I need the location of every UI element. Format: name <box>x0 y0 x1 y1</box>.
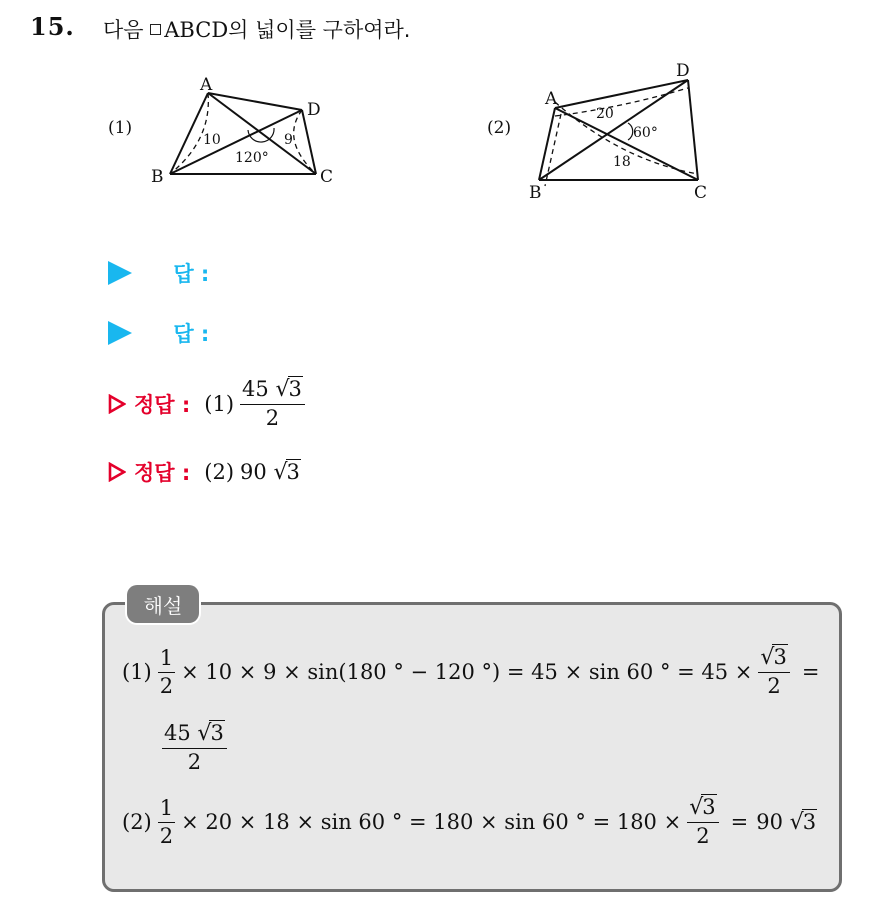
fig2-angle-60: 60° <box>633 125 658 141</box>
answer-label-1: 답 : <box>173 262 210 286</box>
fig1-measure-9: 9 <box>284 132 293 148</box>
solution-part-1: (1) <box>122 660 152 685</box>
outline-triangle-icon <box>108 394 126 414</box>
play-triangle-icon <box>108 321 132 345</box>
question-shape: ABCD <box>164 18 229 42</box>
fig2-vertex-c: C <box>694 183 708 203</box>
solution-result-2: 90 √3 <box>756 809 817 835</box>
solution-sqrt-frac-1: $\frac{√3}{2}$ <box>758 646 789 698</box>
correct-answer-label-2: 정답 : <box>134 461 191 485</box>
solution-sqrt-frac-2: $\frac{√3}{2}$ <box>687 796 718 848</box>
solution-result-1 <box>160 722 229 774</box>
fig2-side-ab <box>539 108 555 180</box>
solution-result-radicand-2: 3 <box>802 809 817 834</box>
correct-answer-fraction-1: $\frac{45 √3}{2}$ <box>240 378 305 430</box>
correct-answer-part-1: (1) <box>204 392 235 417</box>
answer-label-2: 답 : <box>173 322 210 346</box>
correct-answer-row-1 <box>108 378 307 430</box>
solution-expr-2: × 20 × 18 × sin 60 ° = 180 × sin 60 ° = 180 × <box>181 810 682 835</box>
solution-sqrt-radicand-2: 3 <box>702 795 716 819</box>
solution-result-coef-2: 90 <box>756 809 783 834</box>
correct-answer-denominator-1: 2 <box>265 406 280 431</box>
fig2-side-cd <box>688 80 698 180</box>
fig1-vertex-c: C <box>320 167 334 187</box>
correct-answer-row-2 <box>108 457 301 487</box>
question-text <box>103 14 411 44</box>
solution-half-den-2: 2 <box>159 823 174 848</box>
solution-sqrt-den-1: 2 <box>767 674 781 699</box>
fig1-side-da <box>208 93 302 110</box>
solution-result-radicand-1: 3 <box>210 721 224 745</box>
solution-half-den-1: 2 <box>159 673 174 698</box>
correct-answer-coefficient-2: 90 <box>240 459 267 484</box>
correct-answer-label-1: 정답 : <box>134 393 191 418</box>
fig2-vertex-a: A <box>545 89 558 109</box>
figure-2-label: (2) <box>487 118 512 138</box>
solution-result-num-1: 45 <box>164 721 191 745</box>
solution-equals-1: = <box>801 660 820 685</box>
solution-result-frac-1: $\frac{45 √3}{2}$ <box>162 722 227 774</box>
solution-half-1 <box>158 647 175 698</box>
solution-half-num-2: 1 <box>158 797 175 823</box>
solution-expr-1: × 10 × 9 × sin(180 ° − 120 °) = 45 × sin 60 ° = 45 × <box>181 660 753 685</box>
solution-equals-2: = <box>730 810 749 835</box>
solution-half-2 <box>158 797 175 848</box>
correct-answer-value-2: 90 √3 <box>240 459 300 485</box>
fig1-vertex-d: D <box>307 100 321 120</box>
figure-1-label: (1) <box>108 118 133 138</box>
fig2-measure-18: 18 <box>613 154 631 170</box>
outline-triangle-icon <box>108 462 126 482</box>
figure-2-diagram <box>520 56 730 206</box>
fig2-vertex-d: D <box>676 61 690 81</box>
solution-line-1 <box>122 646 819 698</box>
correct-answer-part-2: (2) <box>204 460 235 484</box>
solution-tag: 해설 <box>127 585 199 623</box>
answer-row-2 <box>108 318 209 348</box>
fig1-angle-120: 120° <box>235 150 269 166</box>
answer-row-1 <box>108 258 209 288</box>
solution-sqrt-den-2: 2 <box>696 824 710 849</box>
figure-1-diagram <box>140 70 360 200</box>
play-triangle-icon <box>108 261 132 285</box>
fig1-vertex-a: A <box>200 75 213 95</box>
fig1-vertex-b: B <box>151 167 164 187</box>
quadrilateral-symbol-icon <box>150 24 161 35</box>
correct-answer-numerator-1: 45 <box>242 377 269 401</box>
fig2-vertex-b: B <box>529 183 542 203</box>
solution-sqrt-radicand-1: 3 <box>773 645 787 669</box>
correct-answer-radicand-1: 3 <box>288 377 302 401</box>
solution-line-2 <box>122 796 817 848</box>
correct-answer-radicand-2: 3 <box>286 459 300 484</box>
question-text-before: 다음 <box>103 18 144 42</box>
question-number: 15. <box>30 12 75 41</box>
solution-part-2: (2) <box>122 810 152 835</box>
solution-result-den-1: 2 <box>187 750 202 775</box>
question-text-after: 의 넓이를 구하여라. <box>228 18 411 42</box>
solution-half-num-1: 1 <box>158 647 175 673</box>
fig1-measure-10: 10 <box>203 132 221 148</box>
fig2-measure-20: 20 <box>596 106 614 122</box>
